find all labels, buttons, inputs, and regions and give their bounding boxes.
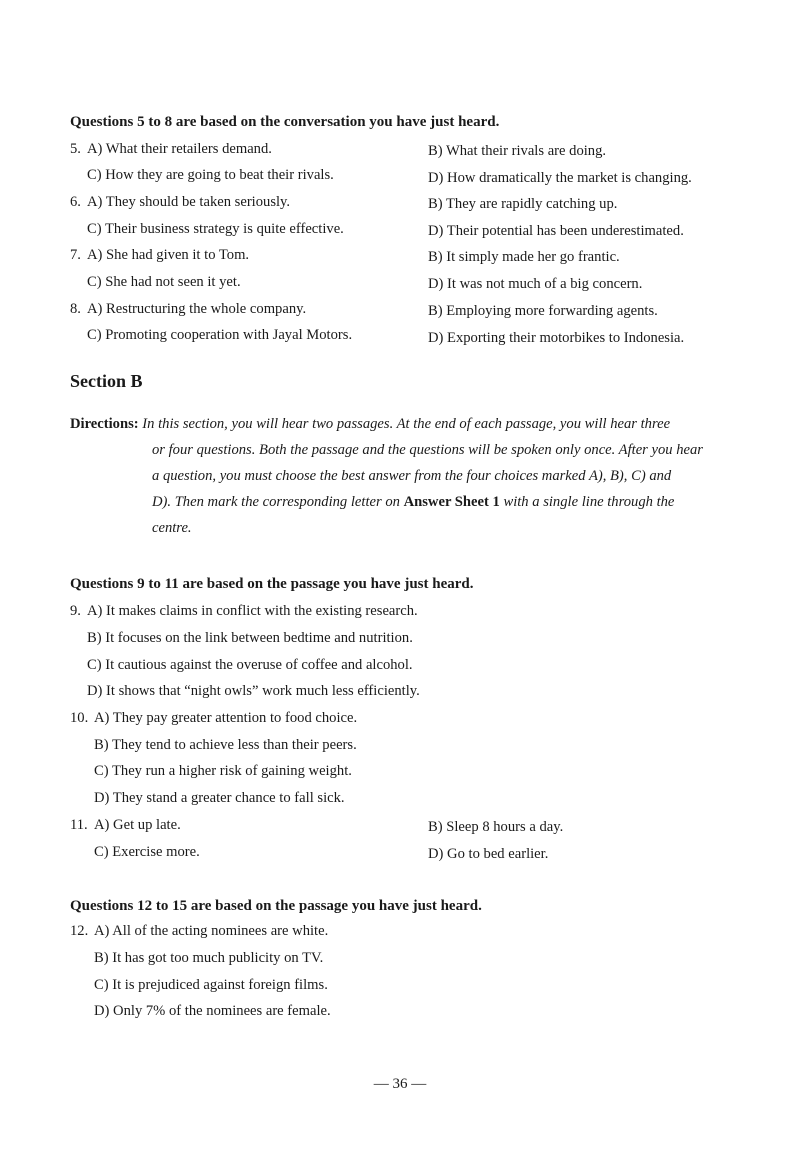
q12-option-c: C) It is prejudiced against foreign films. — [94, 977, 328, 993]
directions-text-line2: or four questions. Both the passage and the questions will be spoken only once. After you hear — [152, 442, 703, 458]
q10-option-b: B) They tend to achieve less than their peers. — [94, 737, 357, 753]
q9-option-a: A) It makes claims in conflict with the existing research. — [87, 603, 418, 619]
q5-option-d: D) How dramatically the market is changing. — [428, 170, 692, 186]
q9-option-d: D) It shows that “night owls” work much less efficiently. — [87, 683, 420, 699]
q5-number: 5. — [70, 141, 81, 157]
directions-first-line — [70, 412, 670, 438]
directions-text-line4 — [152, 490, 763, 516]
q7-number: 7. — [70, 247, 81, 263]
q8-option-a: A) Restructuring the whole company. — [87, 301, 307, 317]
q11-option-b: B) Sleep 8 hours a day. — [428, 819, 564, 835]
q6-option-d: D) Their potential has been underestimated. — [428, 223, 684, 239]
q8-option-b: B) Employing more forwarding agents. — [428, 303, 658, 319]
q10-number: 10. — [70, 710, 89, 726]
q10-option-c: C) They run a higher risk of gaining weight. — [94, 763, 352, 779]
section-b-title: Section B — [70, 371, 143, 391]
q5-option-b: B) What their rivals are doing. — [428, 143, 607, 159]
q9-number: 9. — [70, 603, 81, 619]
q5-option-c: C) How they are going to beat their rivals. — [87, 167, 334, 183]
q7-option-a: A) She had given it to Tom. — [87, 247, 250, 263]
q8-option-c: C) Promoting cooperation with Jayal Motors. — [87, 327, 353, 343]
q6-number: 6. — [70, 194, 81, 210]
q7-option-d: D) It was not much of a big concern. — [428, 276, 643, 292]
questions-12-15-heading: Questions 12 to 15 are based on the passage you have just heard. — [70, 898, 482, 914]
q12-option-a: A) All of the acting nominees are white. — [94, 923, 329, 939]
directions-text-line3: a question, you must choose the best answer from the four choices marked A), B), C) and — [152, 468, 672, 484]
q10-option-d: D) They stand a greater chance to fall sick. — [94, 790, 345, 806]
q11-option-d: D) Go to bed earlier. — [428, 846, 549, 862]
directions-text-line4b: with a single line through the — [503, 494, 675, 510]
q9-option-b: B) It focuses on the link between bedtime and nutrition. — [87, 630, 413, 646]
q6-option-a: A) They should be taken seriously. — [87, 194, 291, 210]
page-number: — 36 — — [373, 1076, 427, 1092]
q11-option-c: C) Exercise more. — [94, 844, 200, 860]
directions-text-line1: In this section, you will hear two passages. At the end of each passage, you will hear three — [142, 416, 671, 432]
q10-option-a: A) They pay greater attention to food choice. — [94, 710, 358, 726]
q8-number: 8. — [70, 301, 81, 317]
questions-5-8-heading: Questions 5 to 8 are based on the conversation you have just heard. — [70, 114, 500, 130]
directions-label: Directions: — [70, 416, 139, 432]
q9-option-c: C) It cautious against the overuse of coffee and alcohol. — [87, 657, 413, 673]
directions-text-line4a: D). Then mark the corresponding letter on — [152, 494, 400, 510]
directions-text-line5: centre. — [152, 520, 192, 536]
q7-option-b: B) It simply made her go frantic. — [428, 249, 620, 265]
q6-option-c: C) Their business strategy is quite effective. — [87, 221, 344, 237]
q12-option-d: D) Only 7% of the nominees are female. — [94, 1003, 331, 1019]
questions-9-11-heading: Questions 9 to 11 are based on the passage you have just heard. — [70, 576, 474, 592]
q5-option-a: A) What their retailers demand. — [87, 141, 272, 157]
q7-option-c: C) She had not seen it yet. — [87, 274, 241, 290]
q11-option-a: A) Get up late. — [94, 817, 181, 833]
q8-option-d: D) Exporting their motorbikes to Indonesia. — [428, 330, 685, 346]
q12-number: 12. — [70, 923, 89, 939]
q6-option-b: B) They are rapidly catching up. — [428, 196, 618, 212]
q11-number: 11. — [70, 817, 88, 833]
q12-option-b: B) It has got too much publicity on TV. — [94, 950, 324, 966]
answer-sheet-label: Answer Sheet 1 — [403, 494, 500, 510]
